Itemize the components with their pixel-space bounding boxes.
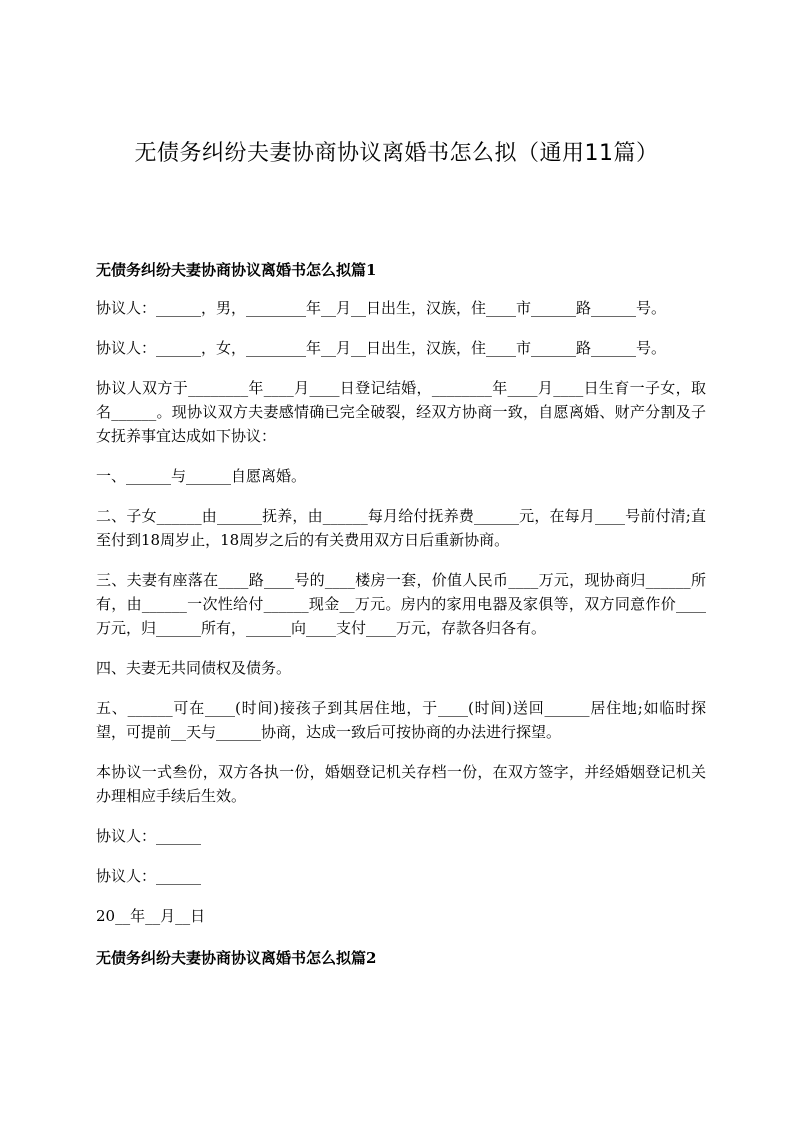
document-body bbox=[96, 258, 706, 984]
section-heading: 无债务纠纷夫妻协商协议离婚书怎么拟篇1 bbox=[96, 261, 377, 279]
signature-line: 协议人：______ bbox=[96, 827, 202, 845]
effectiveness-paragraph: 本协议一式叁份，双方各执一份，婚姻登记机关存档一份，在双方签字，并经婚姻登记机关办理相应手续后生效。 bbox=[96, 763, 706, 805]
clause-three-paragraph: 三、夫妻有座落在____路____号的____楼房一套，价值人民币____万元，现协商归______所有，由______一次性给付______现金__万元。房内的家用电器及家俱等，双方同意作价____万元，归______所有，______向____支付____万元，存款各归各有。 bbox=[96, 571, 706, 637]
party-male-paragraph: 协议人：______，男，________年__月__日出生，汉族，住____市______路______号。 bbox=[96, 299, 667, 317]
date-line: 20__年__月__日 bbox=[96, 907, 206, 925]
party-female-paragraph: 协议人：______，女，________年__月__日出生，汉族，住____市______路______号。 bbox=[96, 339, 667, 357]
document-title: 无债务纠纷夫妻协商协议离婚书怎么拟（通用11篇） bbox=[134, 141, 659, 166]
clause-four-paragraph: 四、夫妻无共同债权及债务。 bbox=[96, 659, 292, 677]
marriage-info-paragraph: 协议人双方于________年____月____日登记结婚，________年____月____日生育一子女，取名______。现协议双方夫妻感情确已完全破裂，经双方协商一致，自愿离婚、财产分割及子女抚养事宜达成如下协议： bbox=[96, 379, 706, 445]
clause-one-paragraph: 一、______与______自愿离婚。 bbox=[96, 467, 307, 485]
section-heading: 无债务纠纷夫妻协商协议离婚书怎么拟篇2 bbox=[96, 949, 377, 967]
clause-five-paragraph: 五、______可在____(时间)接孩子到其居住地，于____(时间)送回______居住地;如临时探望，可提前__天与______协商，达成一致后可按协商的办法进行探望。 bbox=[96, 699, 706, 741]
signature-line: 协议人：______ bbox=[96, 867, 202, 885]
clause-two-paragraph: 二、子女______由______抚养，由______每月给付抚养费______元，在每月____号前付清;直至付到18周岁止，18周岁之后的有关费用双方日后重新协商。 bbox=[96, 507, 706, 549]
